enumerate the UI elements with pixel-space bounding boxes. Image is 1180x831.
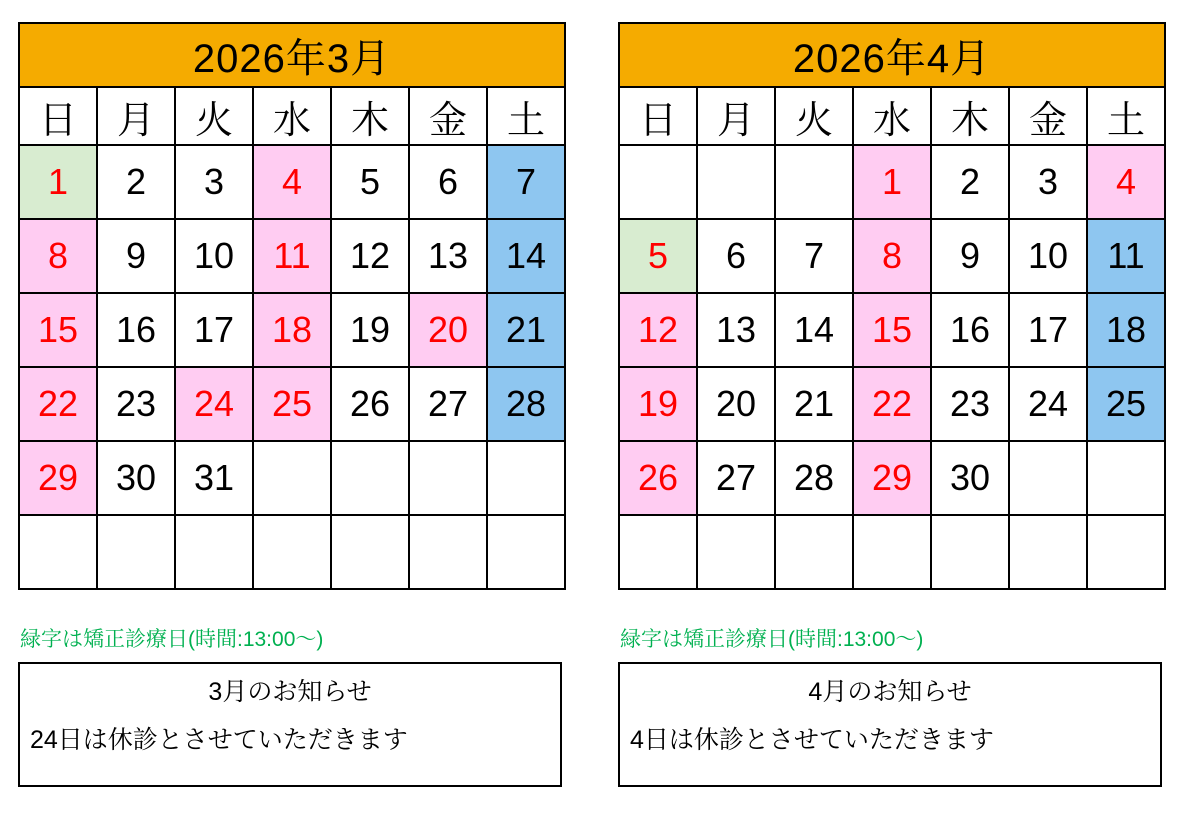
day-cell: 9 bbox=[931, 219, 1009, 293]
day-cell: 14 bbox=[487, 219, 565, 293]
day-cell: 19 bbox=[331, 293, 409, 367]
calendar-week-row bbox=[19, 145, 565, 219]
calendar-week-row bbox=[19, 219, 565, 293]
legend-ortho-note-april: 緑字は矯正診療日(時間:13:00〜) bbox=[620, 628, 924, 651]
day-cell: 15 bbox=[19, 293, 97, 367]
day-cell: 7 bbox=[487, 145, 565, 219]
calendar-week-row bbox=[619, 219, 1165, 293]
day-cell: 11 bbox=[253, 219, 331, 293]
calendar-week-row bbox=[19, 293, 565, 367]
weekday-header-row bbox=[619, 87, 1165, 145]
day-cell bbox=[331, 441, 409, 515]
day-cell: 17 bbox=[1009, 293, 1087, 367]
day-cell: 22 bbox=[19, 367, 97, 441]
day-cell: 2 bbox=[97, 145, 175, 219]
day-cell: 21 bbox=[775, 367, 853, 441]
weekday-sat: 土 bbox=[1087, 87, 1165, 145]
legend-ortho-note-march: 緑字は矯正診療日(時間:13:00〜) bbox=[20, 628, 324, 651]
calendar-week-row bbox=[619, 515, 1165, 589]
calendar-week-row bbox=[19, 441, 565, 515]
day-cell bbox=[409, 441, 487, 515]
day-cell bbox=[853, 515, 931, 589]
day-cell: 24 bbox=[1009, 367, 1087, 441]
calendar-table-march bbox=[18, 22, 566, 590]
day-cell: 7 bbox=[775, 219, 853, 293]
day-cell: 27 bbox=[409, 367, 487, 441]
day-cell: 22 bbox=[853, 367, 931, 441]
day-cell: 3 bbox=[1009, 145, 1087, 219]
day-cell: 11 bbox=[1087, 219, 1165, 293]
day-cell: 8 bbox=[853, 219, 931, 293]
day-cell: 8 bbox=[19, 219, 97, 293]
day-cell bbox=[487, 515, 565, 589]
day-cell: 21 bbox=[487, 293, 565, 367]
day-cell bbox=[1087, 441, 1165, 515]
day-cell: 19 bbox=[619, 367, 697, 441]
calendar-week-row bbox=[19, 367, 565, 441]
calendar-week-row bbox=[619, 145, 1165, 219]
calendar-week-row bbox=[619, 367, 1165, 441]
day-cell: 23 bbox=[931, 367, 1009, 441]
day-cell: 20 bbox=[697, 367, 775, 441]
day-cell bbox=[931, 515, 1009, 589]
day-cell: 5 bbox=[619, 219, 697, 293]
day-cell bbox=[1087, 515, 1165, 589]
weekday-fri: 金 bbox=[1009, 87, 1087, 145]
day-cell: 23 bbox=[97, 367, 175, 441]
calendar-week-row bbox=[19, 515, 565, 589]
weekday-wed: 水 bbox=[853, 87, 931, 145]
day-cell: 18 bbox=[253, 293, 331, 367]
calendar-week-row bbox=[619, 441, 1165, 515]
day-cell bbox=[619, 515, 697, 589]
day-cell bbox=[775, 515, 853, 589]
day-cell: 1 bbox=[853, 145, 931, 219]
day-cell: 31 bbox=[175, 441, 253, 515]
day-cell: 16 bbox=[931, 293, 1009, 367]
day-cell: 13 bbox=[409, 219, 487, 293]
weekday-thu: 木 bbox=[331, 87, 409, 145]
day-cell bbox=[1009, 441, 1087, 515]
day-cell: 2 bbox=[931, 145, 1009, 219]
day-cell: 15 bbox=[853, 293, 931, 367]
day-cell bbox=[175, 515, 253, 589]
weekday-wed: 水 bbox=[253, 87, 331, 145]
day-cell: 26 bbox=[619, 441, 697, 515]
day-cell bbox=[97, 515, 175, 589]
day-cell: 14 bbox=[775, 293, 853, 367]
notice-title: 3月のお知らせ bbox=[208, 678, 372, 706]
day-cell: 9 bbox=[97, 219, 175, 293]
day-cell: 28 bbox=[487, 367, 565, 441]
day-cell: 16 bbox=[97, 293, 175, 367]
day-cell: 27 bbox=[697, 441, 775, 515]
day-cell: 25 bbox=[253, 367, 331, 441]
day-cell bbox=[775, 145, 853, 219]
day-cell: 12 bbox=[619, 293, 697, 367]
notice-box-april bbox=[618, 662, 1162, 787]
weekday-sun: 日 bbox=[619, 87, 697, 145]
day-cell: 1 bbox=[19, 145, 97, 219]
day-cell: 17 bbox=[175, 293, 253, 367]
weekday-sat: 土 bbox=[487, 87, 565, 145]
weekday-sun: 日 bbox=[19, 87, 97, 145]
day-cell bbox=[697, 515, 775, 589]
day-cell: 10 bbox=[1009, 219, 1087, 293]
day-cell: 29 bbox=[853, 441, 931, 515]
notice-body: 4日は休診とさせていただきます bbox=[630, 726, 994, 754]
day-cell: 29 bbox=[19, 441, 97, 515]
day-cell: 6 bbox=[409, 145, 487, 219]
day-cell bbox=[409, 515, 487, 589]
day-cell: 5 bbox=[331, 145, 409, 219]
day-cell: 30 bbox=[97, 441, 175, 515]
calendar-week-row bbox=[619, 293, 1165, 367]
day-cell: 6 bbox=[697, 219, 775, 293]
day-cell: 30 bbox=[931, 441, 1009, 515]
weekday-fri: 金 bbox=[409, 87, 487, 145]
day-cell: 10 bbox=[175, 219, 253, 293]
weekday-mon: 月 bbox=[97, 87, 175, 145]
notice-title: 4月のお知らせ bbox=[808, 678, 972, 706]
day-cell bbox=[619, 145, 697, 219]
calendar-march bbox=[18, 22, 566, 590]
day-cell bbox=[1009, 515, 1087, 589]
day-cell bbox=[253, 441, 331, 515]
day-cell: 24 bbox=[175, 367, 253, 441]
day-cell bbox=[487, 441, 565, 515]
day-cell: 4 bbox=[253, 145, 331, 219]
day-cell bbox=[331, 515, 409, 589]
calendar-title: 2026年4月 bbox=[619, 23, 1165, 87]
calendar-april bbox=[618, 22, 1166, 590]
day-cell: 28 bbox=[775, 441, 853, 515]
calendar-title-row bbox=[19, 23, 565, 87]
weekday-thu: 木 bbox=[931, 87, 1009, 145]
day-cell: 26 bbox=[331, 367, 409, 441]
day-cell bbox=[19, 515, 97, 589]
day-cell: 12 bbox=[331, 219, 409, 293]
calendar-title-row bbox=[619, 23, 1165, 87]
day-cell: 18 bbox=[1087, 293, 1165, 367]
notice-box-march bbox=[18, 662, 562, 787]
day-cell: 3 bbox=[175, 145, 253, 219]
notice-body: 24日は休診とさせていただきます bbox=[30, 726, 408, 754]
weekday-header-row bbox=[19, 87, 565, 145]
day-cell: 13 bbox=[697, 293, 775, 367]
weekday-tue: 火 bbox=[775, 87, 853, 145]
weekday-tue: 火 bbox=[175, 87, 253, 145]
day-cell bbox=[697, 145, 775, 219]
day-cell: 20 bbox=[409, 293, 487, 367]
day-cell bbox=[253, 515, 331, 589]
weekday-mon: 月 bbox=[697, 87, 775, 145]
calendar-table-april bbox=[618, 22, 1166, 590]
day-cell: 4 bbox=[1087, 145, 1165, 219]
day-cell: 25 bbox=[1087, 367, 1165, 441]
calendar-title: 2026年3月 bbox=[19, 23, 565, 87]
